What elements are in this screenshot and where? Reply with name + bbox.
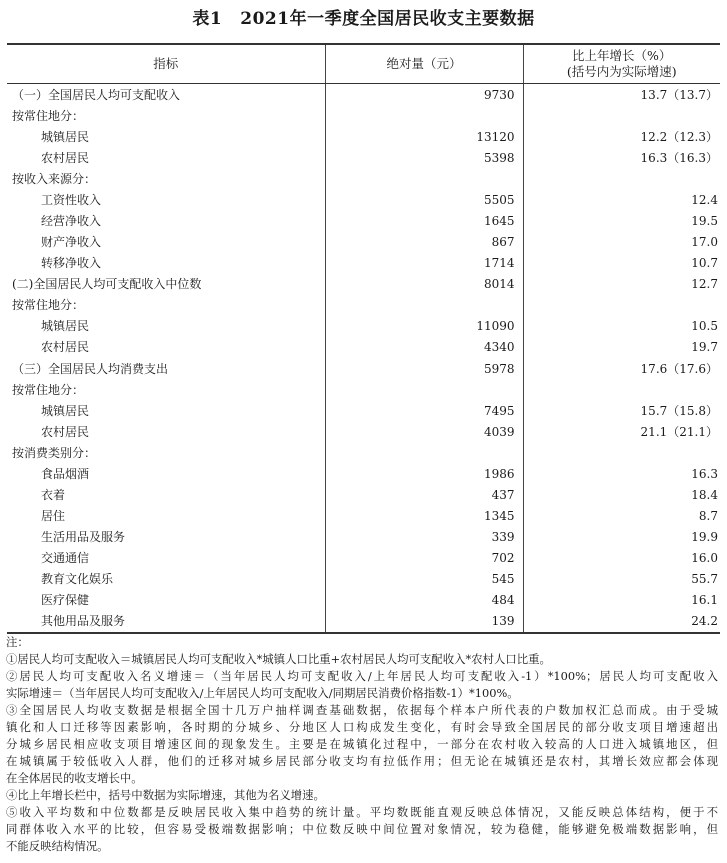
row-indicator: 转移净收入 [41,256,102,271]
row-indicator: (二)全国居民人均可支配收入中位数 [12,277,202,292]
table-header-row [7,44,720,84]
row-indicator: 农村居民 [41,424,90,439]
row-absolute-value: 1986 [325,463,523,484]
row-absolute-value: 5398 [325,147,523,168]
table-row [7,463,720,484]
note-line: 分城乡居民相应收支项目增速区间的现象发生。主要是在城镇化过程中，一部分在农村收入较高的人口进入城镇地区，但 [6,737,718,751]
row-growth-rate: 16.0 [691,551,718,566]
row-indicator: 交通通信 [41,551,90,566]
row-indicator: 城镇居民 [41,319,90,334]
row-indicator: 医疗保健 [41,593,90,608]
row-absolute-value [325,442,523,463]
header-growth-line2: (括号内为实际增速) [566,64,677,79]
table-row [7,274,720,295]
note-line: ⑤收入平均数和中位数都是反映居民收入集中趋势的统计量。平均数既能直观反映总体情况，又能反映总体结构，便于不 [6,805,718,819]
table-row [7,506,720,527]
table-title-text: 2021年一季度全国居民收支主要数据 [240,9,535,29]
row-indicator: 食品烟酒 [41,466,90,481]
row-growth-rate: 8.7 [698,509,718,524]
income-expenditure-table [7,43,720,634]
note-line: ①居民人均可支配收入＝城镇居民人均可支配收入*城镇人口比重+农村居民人均可支配收入*农村人口比重。 [6,652,551,666]
row-growth-rate: 13.7（13.7） [640,87,718,102]
table-row [7,484,720,505]
note-line: 同群体收入水平的比较，但容易受极端数据影响；中位数反映中间位置对象情况，较为稳健，能够避免极端数据影响，但 [6,822,718,836]
row-absolute-value: 867 [325,232,523,253]
row-growth-rate: 16.3 [691,466,718,481]
row-absolute-value: 11090 [325,316,523,337]
table-title [0,6,727,32]
table-row [7,358,720,379]
note-line: 镇化和人口迁移等因素影响，各时期的分城乡、分地区人口构成发生变化，有时会导致全国居民的部分收支项目增速超出 [6,720,718,734]
table-row [7,105,720,126]
row-growth-rate [523,442,720,463]
row-growth-rate: 21.1（21.1） [640,424,718,439]
row-absolute-value: 702 [325,548,523,569]
row-indicator: 其他用品及服务 [7,611,325,633]
row-absolute-value: 13120 [325,126,523,147]
row-growth-rate: 17.6（17.6） [640,361,718,376]
row-indicator: 居住 [41,509,66,524]
row-absolute-value [325,295,523,316]
notes-label: 注： [6,635,29,649]
row-indicator: 工资性收入 [41,192,102,207]
table-row [7,295,720,316]
table-row [7,316,720,337]
row-growth-rate: 16.3（16.3） [640,150,718,165]
table-row [7,189,720,210]
note-line: 在城镇属于较低收入人群，他们的迁移对城乡居民部分收支均有拉低作用；但无论在城镇还是农村，其增长效应都会体现 [6,754,718,768]
table-row [7,421,720,442]
note-line: 实际增速＝（当年居民人均可支配收入/上年居民人均可支配收入/同期居民消费价格指数-1）*100%。 [6,686,519,700]
note-line: 不能反映结构情况。 [6,839,109,853]
row-absolute-value: 339 [325,527,523,548]
table-row [7,569,720,590]
row-indicator: 按常住地分： [12,108,85,123]
header-absolute: 绝对量（元） [325,44,523,84]
row-indicator: 财产净收入 [41,235,102,250]
row-absolute-value [325,168,523,189]
row-absolute-value: 1714 [325,253,523,274]
footnotes [6,634,718,855]
row-indicator: 按收入来源分： [12,171,97,186]
row-absolute-value: 5505 [325,189,523,210]
table-row [7,611,720,633]
row-growth-rate: 24.2 [523,611,720,633]
row-indicator: 衣着 [41,488,66,503]
table-row [7,527,720,548]
row-growth-rate [523,168,720,189]
row-indicator: 农村居民 [41,340,90,355]
row-indicator: （一）全国居民人均可支配收入 [12,87,181,102]
row-absolute-value: 545 [325,569,523,590]
header-growth-line1: 比上年增长（%） [572,48,672,63]
row-absolute-value: 1345 [325,506,523,527]
row-growth-rate: 12.7 [691,277,718,292]
row-growth-rate: 10.7 [691,256,718,271]
table-row [7,253,720,274]
row-growth-rate [523,105,720,126]
row-indicator: 城镇居民 [41,129,90,144]
row-absolute-value: 7495 [325,400,523,421]
row-growth-rate: 19.7 [691,340,718,355]
table-row [7,548,720,569]
row-absolute-value: 4039 [325,421,523,442]
row-indicator: 教育文化娱乐 [41,572,114,587]
table-row [7,400,720,421]
row-growth-rate: 12.2（12.3） [640,129,718,144]
row-absolute-value: 139 [325,611,523,633]
row-growth-rate: 18.4 [691,488,718,503]
row-indicator: 按消费类别分： [12,445,97,460]
row-absolute-value: 8014 [325,274,523,295]
row-growth-rate [523,379,720,400]
row-growth-rate: 19.5 [691,214,718,228]
row-growth-rate: 15.7（15.8） [640,403,718,418]
table-row [7,84,720,106]
table-number: 表1 [192,9,223,29]
row-absolute-value [325,379,523,400]
row-absolute-value: 1645 [325,210,523,231]
row-growth-rate: 16.1 [691,593,718,608]
row-indicator: （三）全国居民人均消费支出 [12,361,169,376]
table-body [7,84,720,634]
row-indicator: 按常住地分： [12,298,85,313]
table-row [7,379,720,400]
row-growth-rate [523,295,720,316]
row-indicator: 生活用品及服务 [41,530,126,545]
row-indicator: 经营净收入 [41,214,102,228]
table-row [7,210,720,231]
header-growth [523,44,720,84]
table-row [7,442,720,463]
table-row [7,590,720,611]
table-row [7,337,720,358]
row-growth-rate: 12.4 [691,192,718,207]
row-absolute-value: 484 [325,590,523,611]
row-indicator: 农村居民 [41,150,90,165]
row-growth-rate: 17.0 [691,235,718,250]
header-indicator: 指标 [7,44,325,84]
row-growth-rate: 55.7 [691,572,718,587]
table-row [7,168,720,189]
row-growth-rate: 19.9 [691,530,718,545]
row-absolute-value: 9730 [325,84,523,106]
row-absolute-value [325,105,523,126]
row-indicator: 按常住地分： [12,382,85,397]
table-row [7,232,720,253]
note-line: ②居民人均可支配收入名义增速＝（当年居民人均可支配收入/上年居民人均可支配收入-1）*100%；居民人均可支配收入 [6,669,718,683]
row-absolute-value: 5978 [325,358,523,379]
row-indicator: 城镇居民 [41,403,90,418]
note-line: 在全体居民的收支增长中。 [6,771,143,785]
table-row [7,147,720,168]
table-row [7,126,720,147]
row-growth-rate: 10.5 [691,319,718,334]
row-absolute-value: 437 [325,484,523,505]
note-line: ④比上年增长栏中，括号中数据为实际增速，其他为名义增速。 [6,788,325,802]
row-absolute-value: 4340 [325,337,523,358]
note-line: ③全国居民人均收支数据是根据全国十几万户抽样调查基础数据，依据每个样本户所代表的户数加权汇总而成。由于受城 [6,703,718,717]
